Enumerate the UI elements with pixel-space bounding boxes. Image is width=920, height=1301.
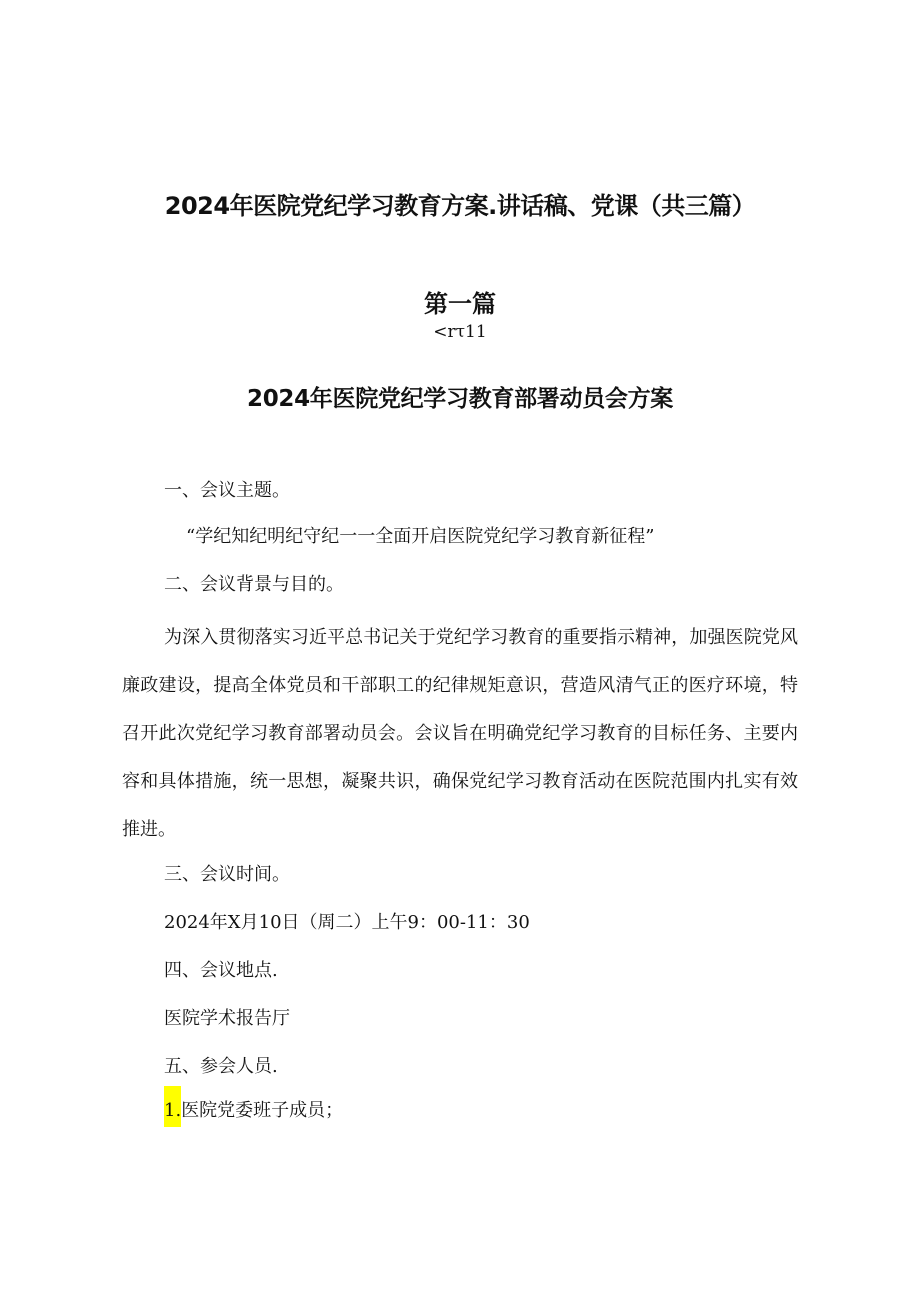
heading-background-purpose: 二、会议背景与目的。 <box>164 574 344 595</box>
heading-meeting-theme: 一、会议主题。 <box>164 480 290 501</box>
meeting-theme-text: “学纪知纪明纪守纪一一全面开启医院党纪学习教育新征程” <box>186 526 655 547</box>
heading-meeting-time: 三、会议时间。 <box>164 864 290 885</box>
document-title: 2024年医院党纪学习教育方案.讲话稿、党课（共三篇） <box>164 192 756 220</box>
meeting-time-text: 2024年X月10日（周二）上午9：00-11：30 <box>164 912 530 933</box>
part-heading: 第一篇 <box>424 290 496 318</box>
heading-meeting-location: 四、会议地点. <box>164 960 278 981</box>
list-item <box>164 1086 343 1127</box>
list-item-text: 医院党委班子成员； <box>181 1100 344 1121</box>
background-paragraph: 为深入贯彻落实习近平总书记关于党纪学习教育的重要指示精神，加强医院党风廉政建设，提高全体党员和干部职工的纪律规矩意识，营造风清气正的医疗环境，特召开此次党纪学习教育部署动员会。会议旨在明确党纪学习教育的目标任务、主要内容和具体措施，统一思想，凝聚共识，确保党纪学习教育活动在医院范围内扎实有效推进。 <box>122 627 798 840</box>
meeting-location-text: 医院学术报告厅 <box>164 1008 290 1029</box>
highlighted-list-number: 1. <box>164 1086 181 1127</box>
heading-attendees: 五、参会人员. <box>164 1056 278 1077</box>
section-title: 2024年医院党纪学习教育部署动员会方案 <box>246 386 673 412</box>
part-subheading: <rτ11 <box>433 322 487 342</box>
